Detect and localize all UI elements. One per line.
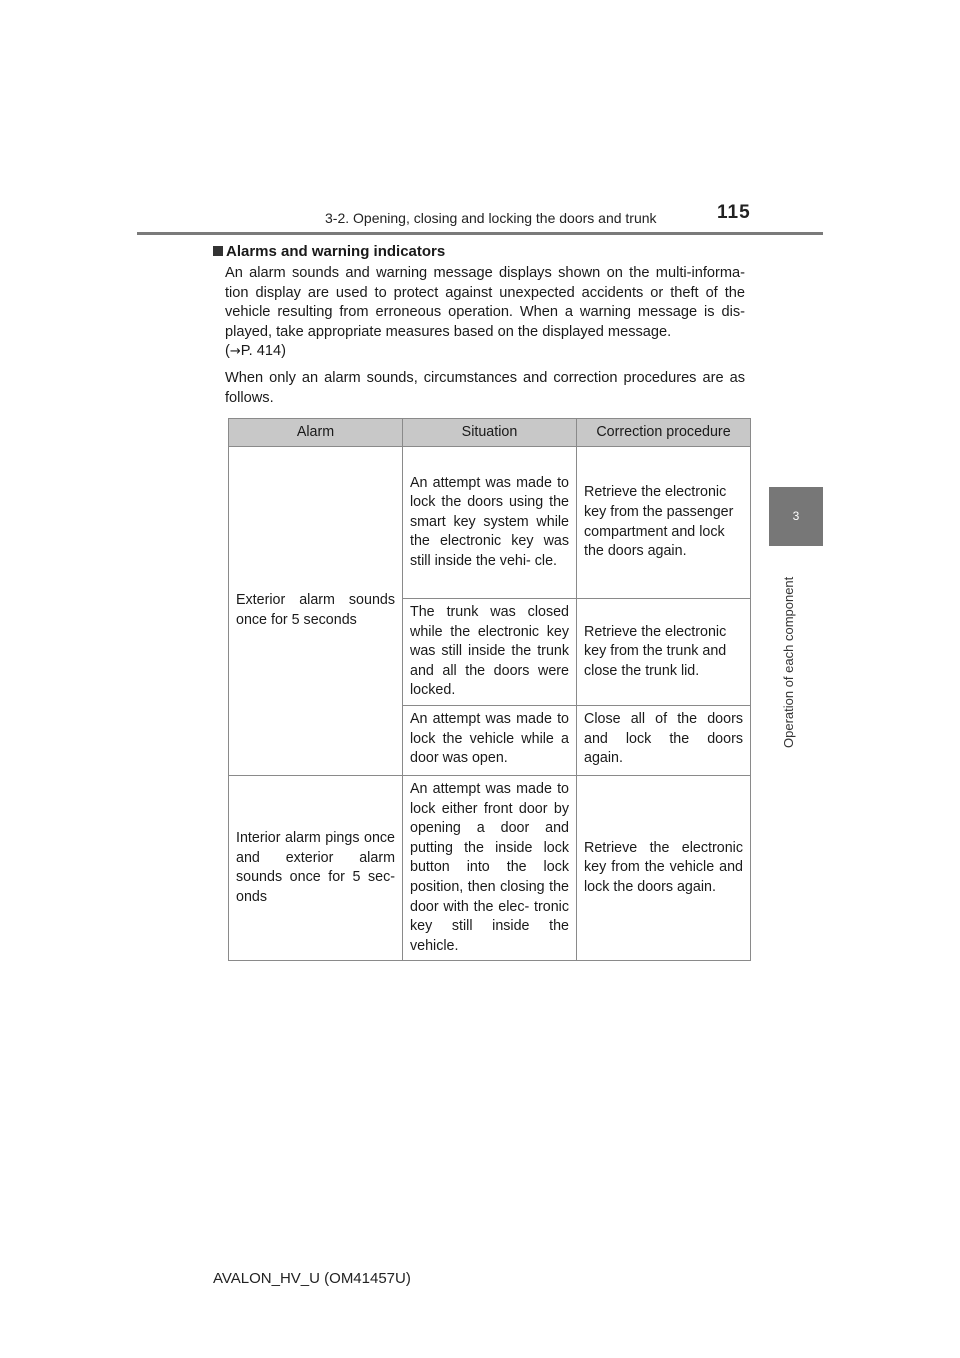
table-header-row: [229, 419, 751, 447]
header-correction: Correction procedure: [577, 419, 751, 447]
chapter-tab: 3: [769, 487, 823, 546]
situation-cell: The trunk was closed while the electronic key was still inside the trunk and all the doors were locked.: [403, 599, 577, 706]
chapter-title-vertical: Operation of each component: [781, 576, 796, 748]
model-code-footer: AVALON_HV_U (OM41457U): [213, 1270, 411, 1287]
header-divider: [137, 232, 823, 235]
intro-text: An alarm sounds and warning message displays shown on the multi-informa- tion display are used to protect against unexpected accidents or theft of the vehicle resulting from erroneous operation. When a warning message is dis- played, take appropriate measures based on the displayed message.: [225, 265, 745, 340]
section-header-title: 3-2. Opening, closing and locking the doors and trunk: [325, 210, 657, 226]
page-reference: P. 414: [240, 343, 282, 359]
correction-cell: Retrieve the electronic key from the trunk and close the trunk lid.: [577, 599, 751, 706]
situation-cell: An attempt was made to lock either front door by opening a door and putting the inside lock button into the lock position, then closing the door with the elec- tronic key still inside the vehicle.: [403, 775, 577, 960]
table-row: [229, 447, 751, 599]
alarm-cell: Interior alarm pings once and exterior alarm sounds once for 5 sec- onds: [229, 775, 403, 960]
table-row: [229, 775, 751, 960]
intro-paragraph: An alarm sounds and warning message displays shown on the multi-informa- tion display are used to protect against unexpected accidents or theft of the vehicle resulting from erroneous operation. When a warning message is dis- played, take appropriate measures based on the displayed message. (→P. 414): [225, 265, 745, 359]
header-alarm: Alarm: [229, 419, 403, 447]
arrow-right-icon: →: [229, 344, 241, 359]
situation-cell: An attempt was made to lock the vehicle while a door was open.: [403, 705, 577, 775]
square-bullet-icon: [213, 246, 223, 256]
page-number: 115: [717, 202, 751, 223]
correction-cell: Retrieve the electronic key from the vehicle and lock the doors again.: [577, 775, 751, 960]
section-heading: [213, 243, 445, 260]
situation-cell: An attempt was made to lock the doors using the smart key system while the electronic key was still inside the vehi- cle.: [403, 447, 577, 599]
correction-cell: Retrieve the electronic key from the passenger compartment and lock the doors again.: [577, 447, 751, 599]
correction-cell: Close all of the doors and lock the doors again.: [577, 705, 751, 775]
header-situation: Situation: [403, 419, 577, 447]
followup-paragraph: When only an alarm sounds, circumstances and correction procedures are as follows.: [225, 370, 745, 406]
section-heading-text: Alarms and warning indicators: [226, 243, 446, 260]
alarm-table: [228, 418, 751, 961]
alarm-cell: Exterior alarm sounds once for 5 seconds: [229, 447, 403, 776]
